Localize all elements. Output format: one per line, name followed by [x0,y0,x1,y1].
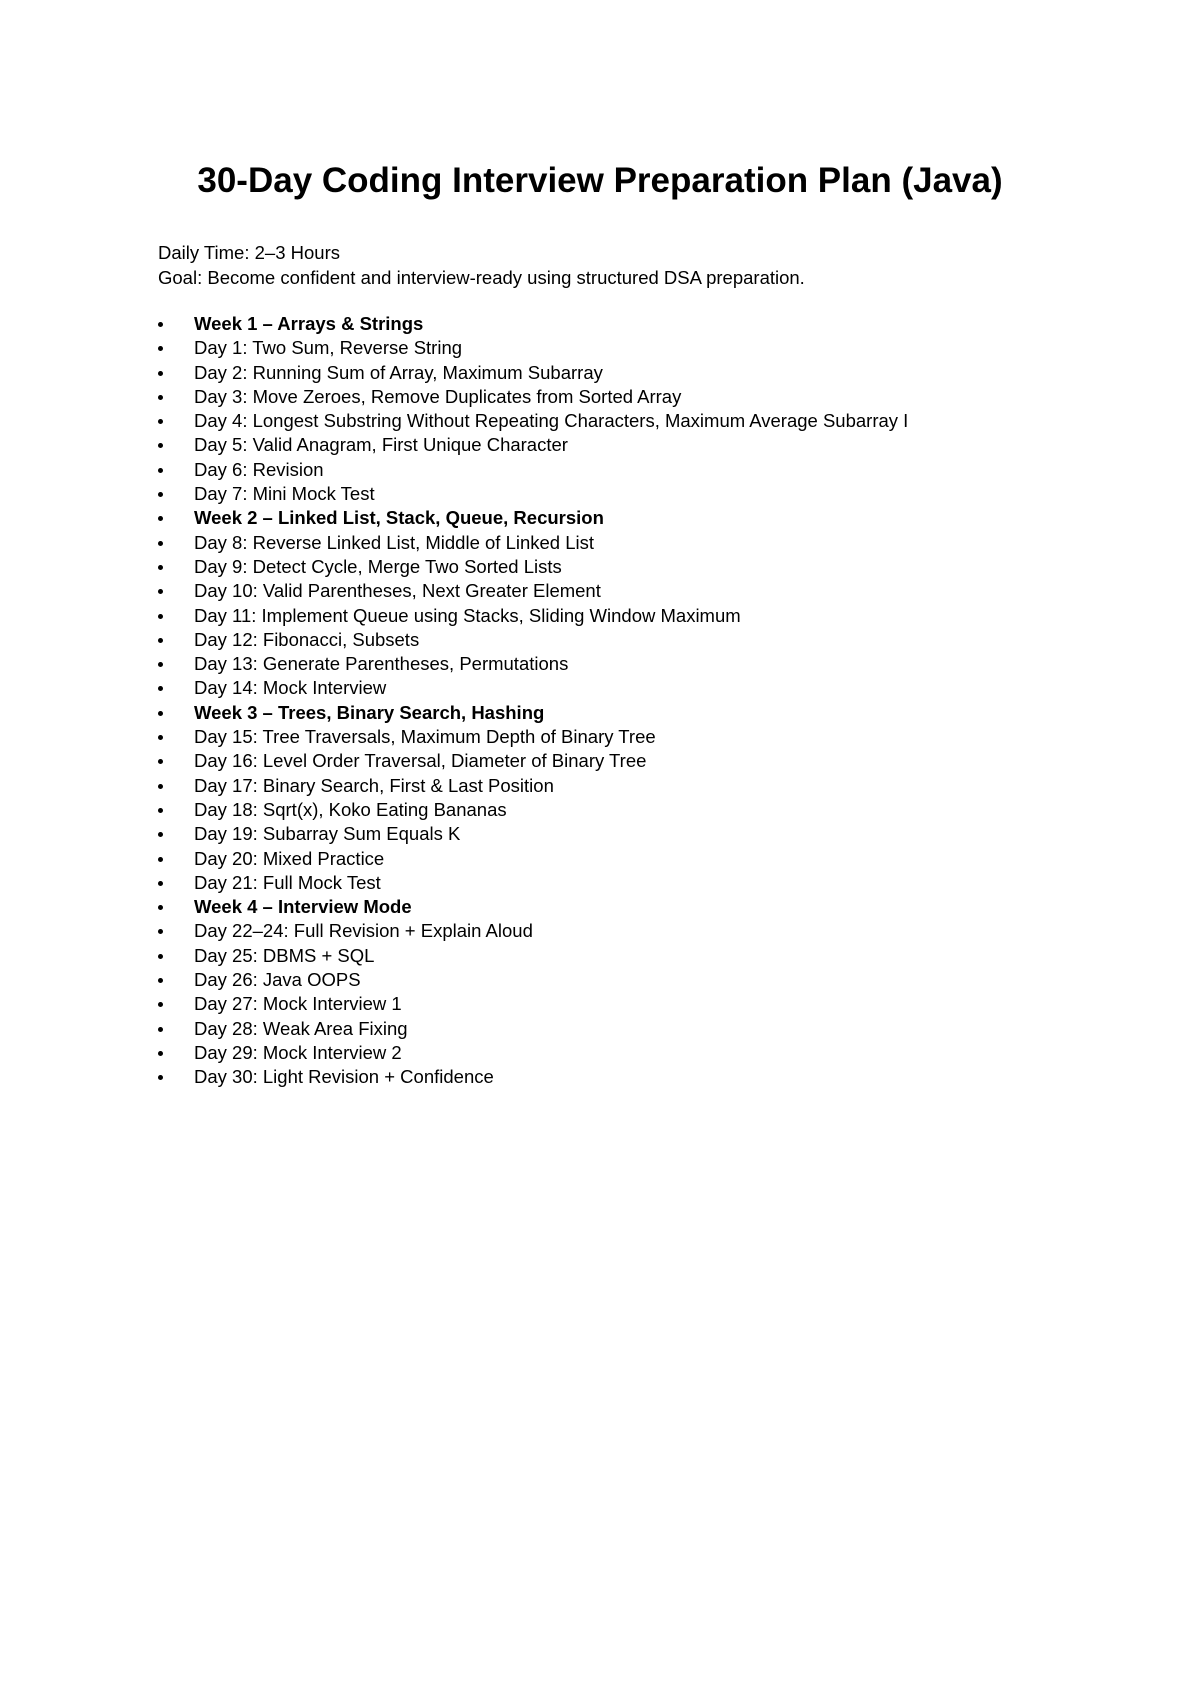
bullet-icon [158,832,163,837]
day-item [158,676,908,700]
bullet-icon [158,443,163,448]
day-item [158,336,908,360]
day-item-text: Day 25: DBMS + SQL [194,944,375,966]
day-item-text: Day 27: Mock Interview 1 [194,993,402,1015]
day-item-text: Day 22–24: Full Revision + Explain Aloud [194,920,533,942]
day-item [158,992,908,1016]
daily-time-text: Daily Time: 2–3 Hours [158,242,340,263]
day-item-text: Day 6: Revision [194,458,324,480]
bullet-icon [158,614,163,619]
bullet-icon [158,516,163,521]
bullet-icon [158,1002,163,1007]
day-item-text: Day 20: Mixed Practice [194,847,385,869]
day-item-text: Day 15: Tree Traversals, Maximum Depth of Binary Tree [194,726,656,748]
day-item-text: Day 29: Mock Interview 2 [194,1041,402,1063]
bullet-icon [158,954,163,959]
bullet-icon [158,1051,163,1056]
bullet-icon [158,881,163,886]
day-item-text: Day 21: Full Mock Test [194,871,381,893]
day-item-text: Day 26: Java OOPS [194,969,361,991]
bullet-icon [158,929,163,934]
goal-text: Goal: Become confident and interview-ready using structured DSA preparation. [158,267,805,288]
bullet-icon [158,346,163,351]
bullet-icon [158,857,163,862]
bullet-icon [158,1027,163,1032]
day-item [158,531,908,555]
day-item-text: Day 30: Light Revision + Confidence [194,1066,494,1088]
day-item [158,725,908,749]
day-item-text: Day 7: Mini Mock Test [194,483,375,505]
day-item [158,555,908,579]
bullet-icon [158,905,163,910]
bullet-icon [158,371,163,376]
day-item-text: Day 4: Longest Substring Without Repeating Characters, Maximum Average Subarray I [194,410,909,432]
day-item-text: Day 5: Valid Anagram, First Unique Character [194,434,568,456]
day-item [158,798,908,822]
day-item [158,579,908,603]
day-item-text: Day 28: Weak Area Fixing [194,1017,408,1039]
day-item [158,604,908,628]
day-item [158,361,908,385]
bullet-icon [158,759,163,764]
bullet-icon [158,322,163,327]
bullet-icon [158,711,163,716]
day-item [158,944,908,968]
day-item-text: Day 14: Mock Interview [194,677,387,699]
bullet-icon [158,541,163,546]
week-heading [158,312,908,336]
day-item [158,409,908,433]
bullet-icon [158,1075,163,1080]
week-heading [158,701,908,725]
day-item [158,919,908,943]
day-item-text: Day 11: Implement Queue using Stacks, Sliding Window Maximum [194,604,741,626]
day-item-text: Day 1: Two Sum, Reverse String [194,337,463,359]
week-heading [158,506,908,530]
day-item [158,749,908,773]
day-item-text: Day 3: Move Zeroes, Remove Duplicates from Sorted Array [194,385,682,407]
day-item [158,482,908,506]
day-item [158,385,908,409]
day-item-text: Day 2: Running Sum of Array, Maximum Subarray [194,361,603,383]
day-item-text: Day 12: Fibonacci, Subsets [194,628,420,650]
bullet-icon [158,735,163,740]
bullet-icon [158,589,163,594]
day-item-text: Day 16: Level Order Traversal, Diameter of Binary Tree [194,750,647,772]
day-item-text: Day 18: Sqrt(x), Koko Eating Bananas [194,798,507,820]
day-item [158,652,908,676]
day-item [158,822,908,846]
document-title: 30-Day Coding Interview Preparation Plan (Java) [197,161,1003,200]
bullet-icon [158,784,163,789]
week-heading-text: Week 3 – Trees, Binary Search, Hashing [194,701,545,723]
bullet-icon [158,686,163,691]
week-heading-text: Week 1 – Arrays & Strings [194,313,424,334]
bullet-icon [158,808,163,813]
day-item-text: Day 10: Valid Parentheses, Next Greater Element [194,580,601,602]
day-item-text: Day 9: Detect Cycle, Merge Two Sorted Lists [194,555,562,577]
day-item-text: Day 17: Binary Search, First & Last Position [194,774,554,796]
day-item [158,968,908,992]
week-heading-text: Week 4 – Interview Mode [194,896,412,918]
day-item [158,433,908,457]
bullet-icon [158,492,163,497]
day-item [158,628,908,652]
bullet-icon [158,468,163,473]
day-item [158,458,908,482]
day-item-text: Day 19: Subarray Sum Equals K [194,823,461,845]
day-item-text: Day 8: Reverse Linked List, Middle of Linked List [194,531,595,553]
day-item [158,847,908,871]
bullet-icon [158,638,163,643]
day-item [158,871,908,895]
day-item [158,774,908,798]
week-heading-text: Week 2 – Linked List, Stack, Queue, Recursion [194,507,604,529]
week-heading [158,895,908,919]
bullet-icon [158,395,163,400]
day-item [158,1041,908,1065]
day-item-text: Day 13: Generate Parentheses, Permutations [194,653,569,675]
day-item [158,1065,908,1089]
bullet-icon [158,662,163,667]
plan-list [158,312,908,1090]
bullet-icon [158,419,163,424]
bullet-icon [158,565,163,570]
day-item [158,1017,908,1041]
bullet-icon [158,978,163,983]
intro-block [158,240,805,290]
